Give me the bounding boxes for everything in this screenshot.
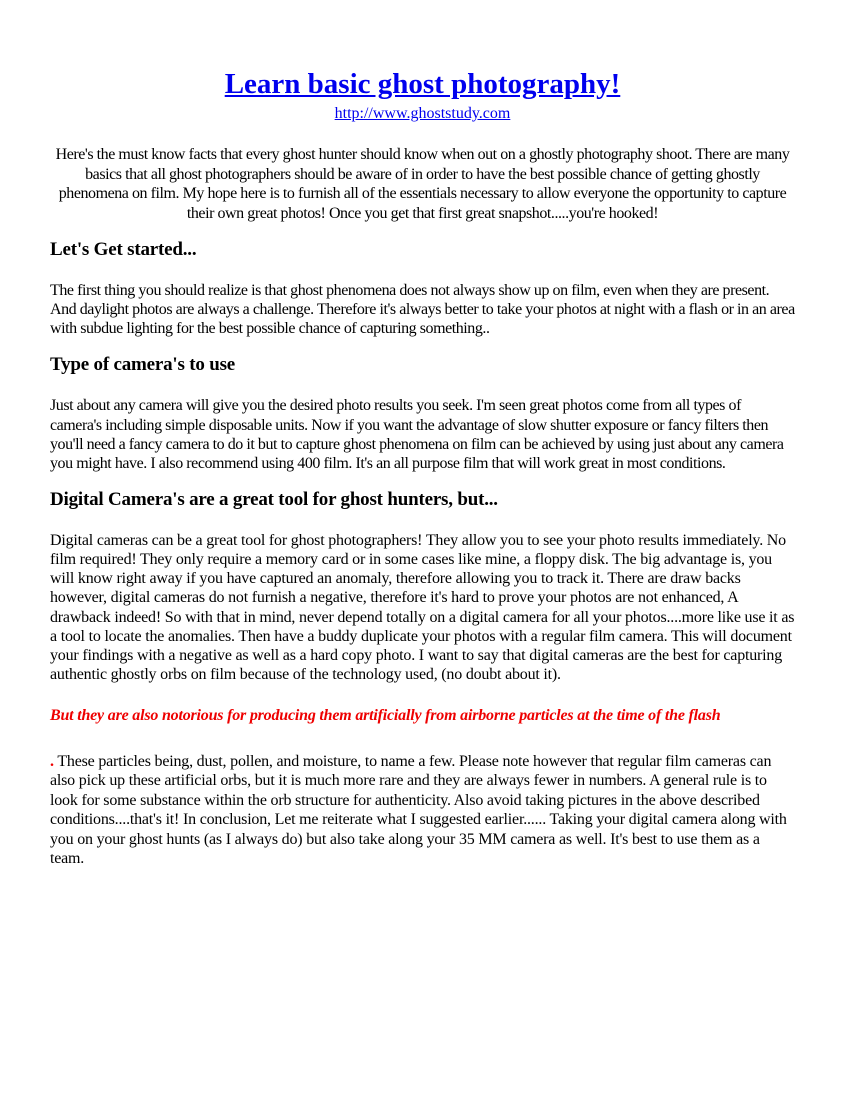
site-url-link[interactable]: http://www.ghoststudy.com [334, 105, 511, 122]
section-heading-lets-get-started: Let's Get started... [50, 239, 197, 261]
intro-paragraph: Here's the must know facts that every ghost hunter should know when out on a ghostly photography shoot. There are many basics that all ghost photographers should be aware of in order to have the best possible chance of getting ghostly phenomena on film. My hope here is to furnish all of the essentials necessary to allow everyone the opportunity to capture their own great photos! Once you get that first great snapshot.....you're hooked! [55, 146, 790, 222]
warning-text: But they are also notorious for producing them artificially from airborne particles at the time of the flash [50, 707, 721, 725]
section-body-lets-get-started: The first thing you should realize is that ghost phenomena does not always show up on film, even when they are present. And daylight photos are always a challenge. Therefore it's always better to take your photos at night with a flash or in an area with subdue lighting for the best possible chance of capturing something.. [50, 281, 795, 338]
page-title [50, 64, 795, 101]
red-period: . [50, 752, 54, 770]
closing-paragraph [50, 752, 795, 869]
section-body-digital-cameras: Digital cameras can be a great tool for ghost photographers! They allow you to see your photo results immediately. No film required! They only require a memory card or in some cases like mine, a floppy disk. The big advantage is, you will know right away if you have captured an anomaly, therefore allowing you to track it. There are draw backs however, digital cameras do not furnish a negative, therefore it's hard to prove your photos are not enhanced, A drawback indeed! So with that in mind, never depend totally on a digital camera for all your photos....more like use it as a tool to locate the anomalies. Then have a buddy duplicate your photos with a regular film camera. This will document your findings with a negative as well as a hard copy photo. I want to say that digital cameras are the best for capturing authentic ghostly orbs on film because of the technology used, (no doubt about it). [50, 531, 795, 684]
closing-text: These particles being, dust, pollen, and moisture, to name a few. Please note however that regular film cameras can also pick up these artificial orbs, but it is much more rare and they are always fewer in numbers. A general rule is to look for some substance within the orb structure for authenticity. Also avoid taking pictures in the above described conditions....that's it! In conclusion, Let me reiterate what I suggested earlier...... Taking your digital camera along with you on your ghost hunts (as I always do) but also take along your 35 MM camera as well. It's best to use them as a team. [50, 752, 787, 868]
site-url [50, 105, 795, 123]
title-link[interactable]: Learn basic ghost photography! [224, 68, 621, 100]
section-heading-digital-cameras: Digital Camera's are a great tool for ghost hunters, but... [50, 489, 498, 511]
section-heading-type-of-cameras: Type of camera's to use [50, 354, 236, 376]
section-body-type-of-cameras: Just about any camera will give you the desired photo results you seek. I'm seen great photos come from all types of camera's including simple disposable units. Now if you want the advantage of slow shutter exposure or fancy filters then you'll need a fancy camera to do it but to capture ghost phenomena on film can be achieved by using just about any camera you might have. I also recommend using 400 film. It's an all purpose film that will work great in most conditions. [50, 397, 784, 472]
